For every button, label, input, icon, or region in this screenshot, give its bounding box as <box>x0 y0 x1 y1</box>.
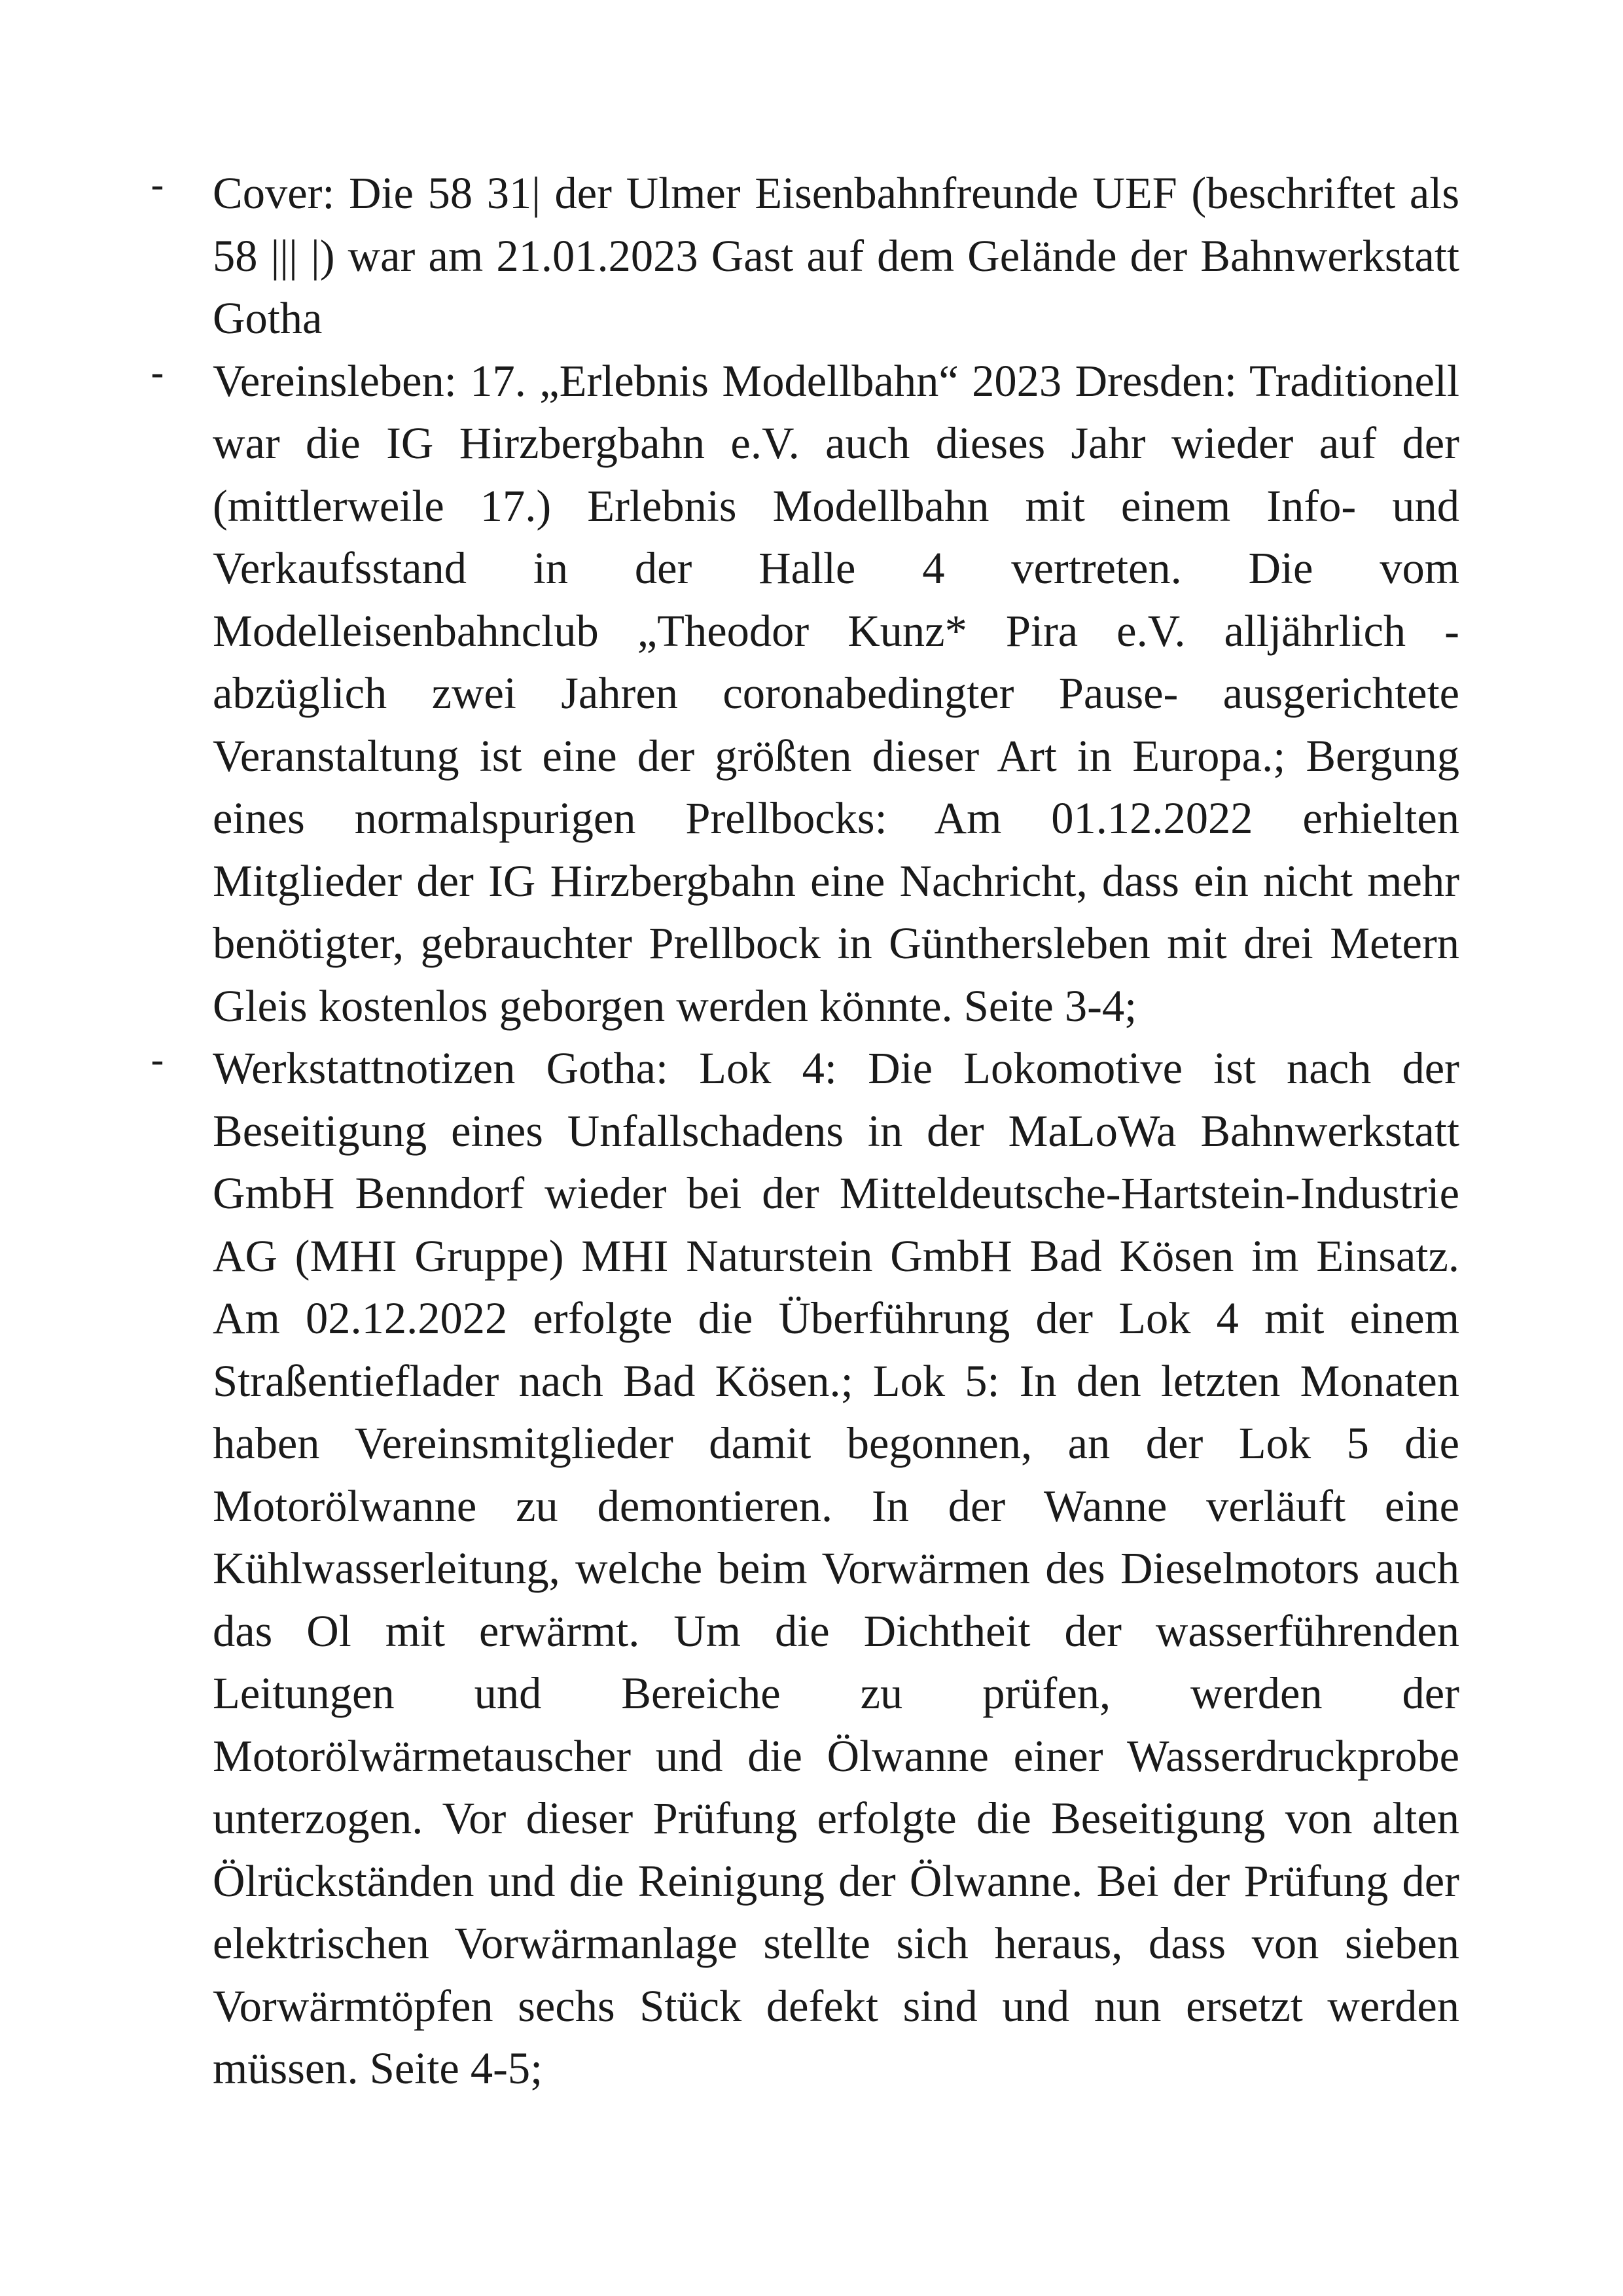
list-bullet: - <box>151 163 164 207</box>
list-item-text: Vereinsleben: 17. „Erlebnis Modellbahn“ 2023 Dresden: Traditionell war die IG Hirzbergbahn e.V. auch dieses Jahr wieder auf der (mittlerweile 17.) Erlebnis Modellbahn mit einem Info- und Verkaufsstand in der Halle 4 vertreten. Die vom Modelleisenbahnclub „Theodor Kunz* Pira e.V. alljährlich - abzüglich zwei Jahren coronabedingter Pause- ausgerichtete Veranstaltung ist eine der größten dieser Art in Europa.; Bergung eines normalspurigen Prellbocks: Am 01.12.2022 erhielten Mitglieder der IG Hirzbergbahn eine Nachricht, dass ein nicht mehr benötigter, gebrauchter Prellbock in Günthersleben mit drei Metern Gleis kostenlos geborgen werden könnte. Seite 3-4; <box>213 355 1459 1031</box>
list-item-text: Cover: Die 58 31| der Ulmer Eisenbahnfreunde UEF (beschriftet als 58 ||| |) war am 21.01.2023 Gast auf dem Gelände der Bahnwerkstatt Gotha <box>213 168 1459 343</box>
list-item-vereinsleben <box>151 350 1459 1038</box>
summary-list <box>151 162 1459 2100</box>
list-bullet: - <box>151 350 164 395</box>
list-item-werkstattnotizen <box>151 1037 1459 2100</box>
list-bullet: - <box>151 1038 164 1083</box>
list-item-text: Werkstattnotizen Gotha: Lok 4: Die Lokomotive ist nach der Beseitigung eines Unfallschadens in der MaLoWa Bahnwerkstatt GmbH Benndorf wieder bei der Mitteldeutsche-Hartstein-Industrie AG (MHI Gruppe) MHI Naturstein GmbH Bad Kösen im Einsatz. Am 02.12.2022 erfolgte die Überführung der Lok 4 mit einem Straßentieflader nach Bad Kösen.; Lok 5: In den letzten Monaten haben Vereinsmitglieder damit begonnen, an der Lok 5 die Motorölwanne zu demontieren. In der Wanne verläuft eine Kühlwasserleitung, welche beim Vorwärmen des Dieselmotors auch das Ol mit erwärmt. Um die Dichtheit der wasserführenden Leitungen und Bereiche zu prüfen, werden der Motorölwärmetauscher und die Ölwanne einer Wasserdruckprobe unterzogen. Vor dieser Prüfung erfolgte die Beseitigung von alten Ölrückständen und die Reinigung der Ölwanne. Bei der Prüfung der elektrischen Vorwärmanlage stellte sich heraus, dass von sieben Vorwärmtöpfen sechs Stück defekt sind und nun ersetzt werden müssen. Seite 4-5; <box>213 1043 1459 2093</box>
list-item-cover <box>151 162 1459 350</box>
